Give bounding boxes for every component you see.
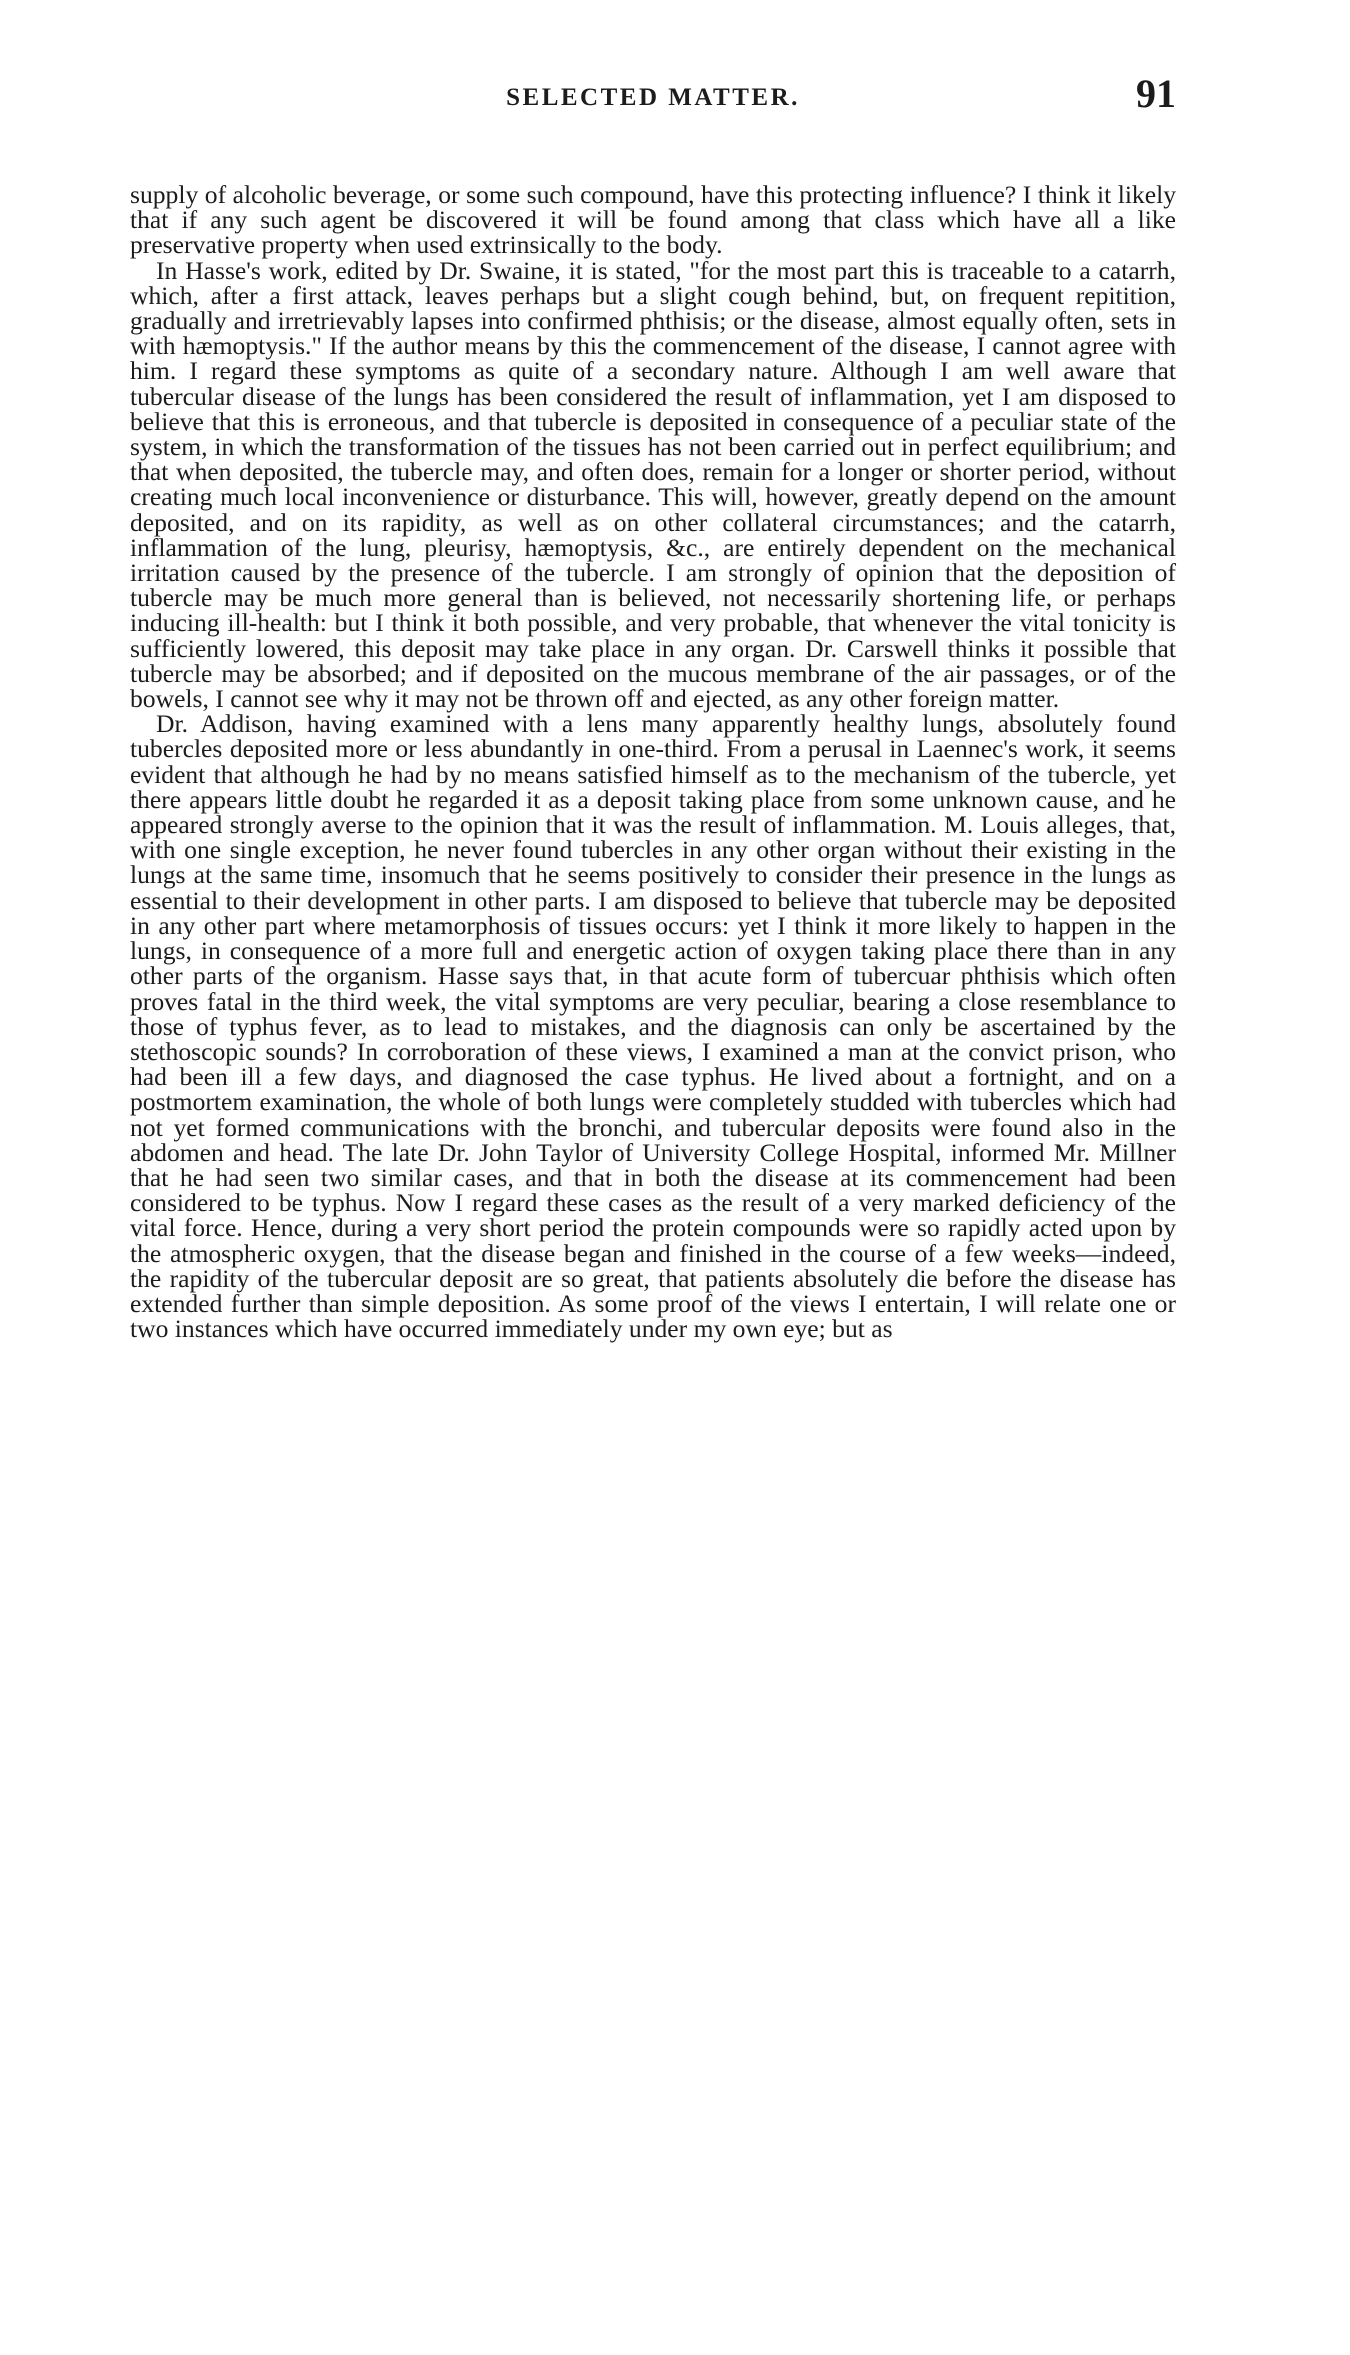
body-text xyxy=(130,180,1176,1344)
paragraph-addison: Dr. Addison, having examined with a lens many apparently healthy lungs, absolutely found tubercles deposited more or less abundantly in one-third. From a perusal in Laennec's work, it seems evident that although he had by no means satisfied himself as to the mechanism of the tubercle, yet there appears little doubt he regarded it as a deposit taking place from some unknown cause, and he appeared strongly averse to the opinion that it was the result of inflammation. M. Louis alleges, that, with one single exception, he never found tubercles in any other organ without their existing in the lungs at the same time, insomuch that he seems positively to consider their presence in the lungs as essential to their development in other parts. I am disposed to believe that tubercle may be deposited in any other part where metamorphosis of tissues occurs: yet I think it more likely to happen in the lungs, in consequence of a more full and energetic action of oxygen taking place there than in any other parts of the organism. Hasse says that, in that acute form of tubercuar phthisis which often proves fatal in the third week, the vital symptoms are very peculiar, bearing a close resemblance to those of typhus fever, as to lead to mistakes, and the diagnosis can only be ascertained by the stethoscopic sounds? In corroboration of these views, I examined a man at the convict prison, who had been ill a few days, and diagnosed the case typhus. He lived about a fortnight, and on a postmortem examination, the whole of both lungs were completely studded with tubercles which had not yet formed communications with the bronchi, and tubercular deposits were found also in the abdomen and head. The late Dr. John Taylor of University College Hospital, informed Mr. Millner that he had seen two similar cases, and that in both the disease at its commencement had been considered to be typhus. Now I regard these cases as the result of a very marked deficiency of the vital force. Hence, during a very short period the protein compounds were so rapidly acted upon by the atmospheric oxygen, that the disease began and finished in the course of a few weeks—indeed, the rapidity of the tubercular deposit are so great, that patients absolutely die before the disease has extended further than simple deposition. As some proof of the views I entertain, I will relate one or two instances which have occurred immediately under my own eye; but as xyxy=(130,709,1176,1344)
paragraph-continuation: supply of alcoholic beverage, or some such compound, have this protecting influence? I think it likely that if any such agent be discovered it will be found among that class which have all a like preservative property when used extrinsically to the body. xyxy=(130,180,1176,260)
page-header xyxy=(130,70,1176,130)
page xyxy=(130,70,1176,1344)
paragraph-hasse: In Hasse's work, edited by Dr. Swaine, it is stated, "for the most part this is traceable to a catarrh, which, after a first attack, leaves perhaps but a slight cough behind, but, on frequent repitition, gradually and irretrievably lapses into confirmed phthisis; or the disease, almost equally often, sets in with hæmoptysis." If the author means by this the commencement of the disease, I cannot agree with him. I regard these symptoms as quite of a secondary nature. Although I am well aware that tubercular disease of the lungs has been considered the result of inflammation, yet I am disposed to believe that this is erroneous, and that tubercle is deposited in consequence of a peculiar state of the system, in which the transformation of the tissues has not been carried out in perfect equilibrium; and that when deposited, the tubercle may, and often does, remain for a longer or shorter period, without creating much local inconvenience or disturbance. This will, however, greatly depend on the amount deposited, and on its rapidity, as well as on other collateral circumstances; and the catarrh, inflammation of the lung, pleurisy, hæmoptysis, &c., are entirely dependent on the mechanical irritation caused by the presence of the tubercle. I am strongly of opinion that the deposition of tubercle may be much more general than is believed, not necessarily shortening life, or perhaps inducing ill-health: but I think it both possible, and very probable, that whenever the vital tonicity is sufficiently lowered, this deposit may take place in any organ. Dr. Carswell thinks it possible that tubercle may be absorbed; and if deposited on the mucous membrane of the air passages, or of the bowels, I cannot see why it may not be thrown off and ejected, as any other foreign matter. xyxy=(130,255,1176,714)
running-title: SELECTED MATTER. xyxy=(506,84,800,111)
page-number: 91 xyxy=(1136,71,1176,116)
